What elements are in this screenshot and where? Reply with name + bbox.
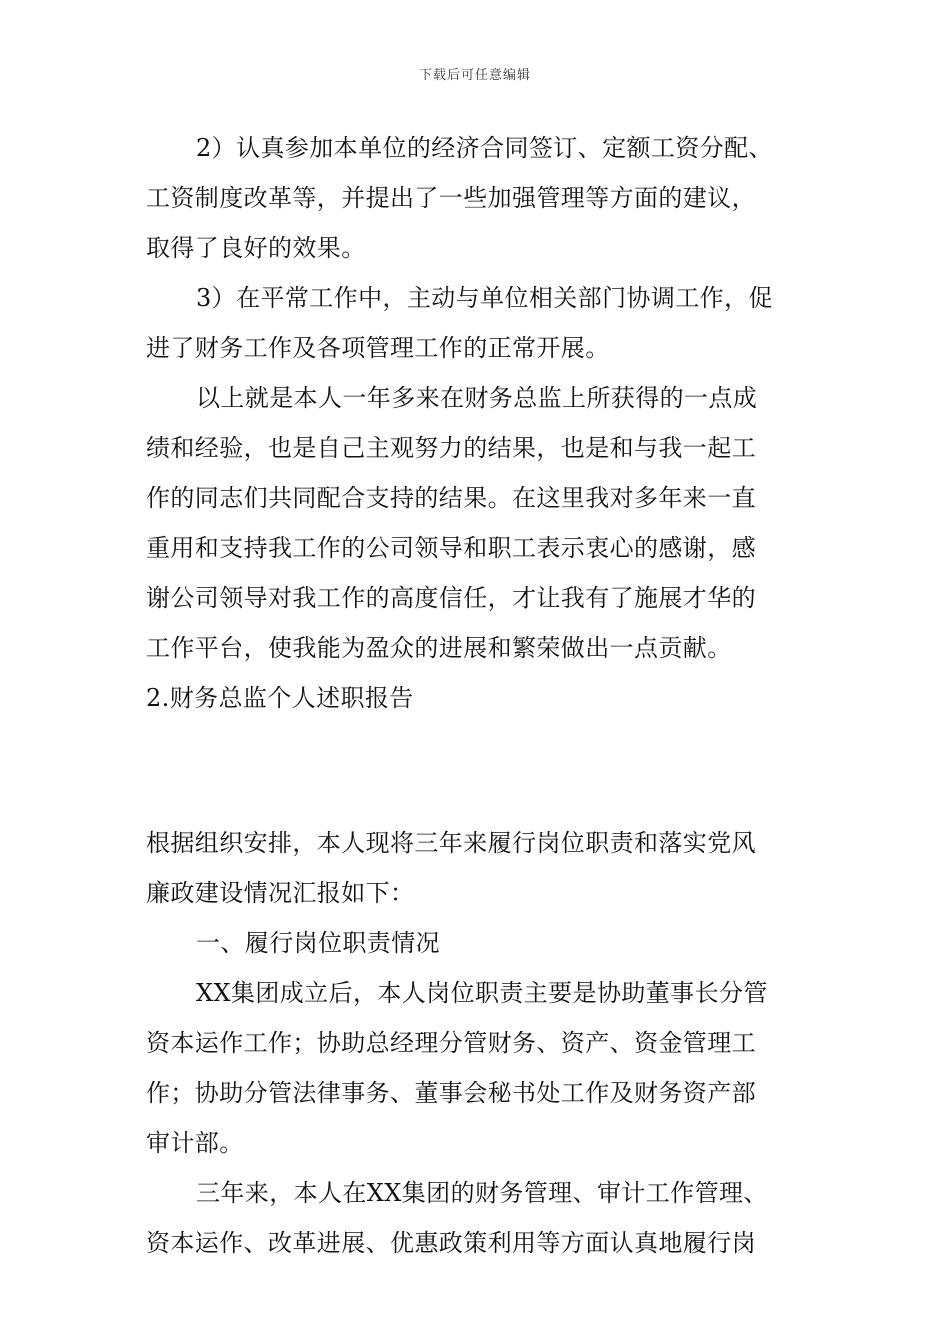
text-line: 作；协助分管法律事务、董事会秘书处工作及财务资产部 [146,1079,756,1107]
text-line: 廉政建设情况汇报如下： [146,879,415,907]
text-line: 一、履行岗位职责情况 [196,929,440,957]
text-line: 谢公司领导对我工作的高度信任，才让我有了施展才华的 [146,584,756,612]
text-line: 工作平台，使我能为盈众的进展和繁荣做出一点贡献。 [146,634,732,662]
text-line: 三年来，本人在XX集团的财务管理、审计工作管理、 [196,1179,768,1207]
section-after-gap [146,818,808,1268]
text-line: XX集团成立后，本人岗位职责主要是协助董事长分管 [196,979,768,1007]
text-line: 2）认真参加本单位的经济合同签订、定额工资分配、 [196,134,773,162]
document-body [146,123,808,1268]
text-line: 作的同志们共同配合支持的结果。在这里我对多年来一直 [146,484,756,512]
text-line: 绩和经验，也是自己主观努力的结果，也是和与我一起工 [146,434,756,462]
text-line: 取得了良好的效果。 [146,234,366,262]
text-line: 根据组织安排，本人现将三年来履行岗位职责和落实党风 [146,829,756,857]
section-before-gap [146,123,808,723]
text-line: 以上就是本人一年多来在财务总监上所获得的一点成 [196,384,758,412]
paragraph-gap [146,723,808,818]
text-line: 工资制度改革等，并提出了一些加强管理等方面的建议， [146,184,756,212]
text-line: 进了财务工作及各项管理工作的正常开展。 [146,334,610,362]
text-line: 2.财务总监个人述职报告 [146,684,414,712]
text-line: 重用和支持我工作的公司领导和职工表示衷心的感谢，感 [146,534,756,562]
text-line: 3）在平常工作中，主动与单位相关部门协调工作，促 [196,284,773,312]
page-header: 下载后可任意编辑 [418,68,531,83]
text-line: 资本运作工作；协助总经理分管财务、资产、资金管理工 [146,1029,756,1057]
text-line: 审计部。 [146,1129,244,1157]
text-line: 资本运作、改革进展、优惠政策利用等方面认真地履行岗 [146,1229,756,1257]
